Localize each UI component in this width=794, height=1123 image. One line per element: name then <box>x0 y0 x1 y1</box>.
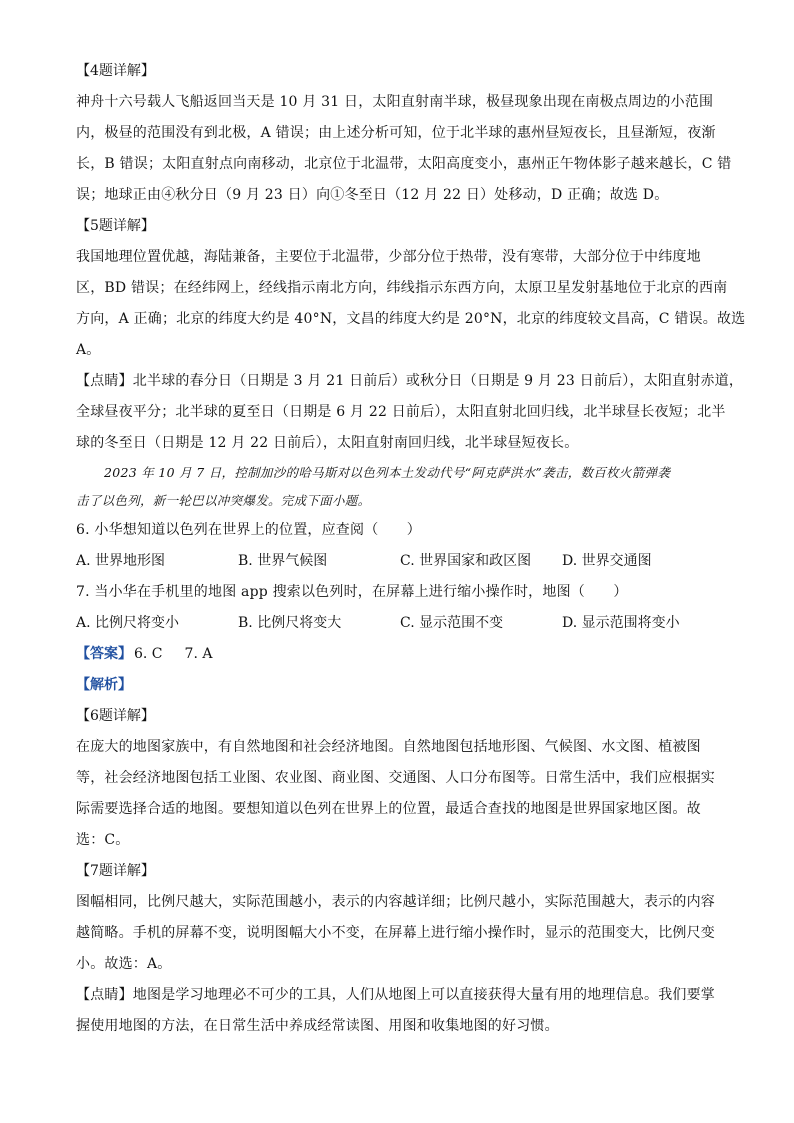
question-6-option-c: C. 世界国家和政区图 <box>400 553 532 569</box>
section-6-heading: 【6题详解】 <box>76 708 155 724</box>
note-1-line: 【点睛】北半球的春分日（日期是 3 月 21 日前后）或秋分日（日期是 9 月 23 日前后），太阳直射赤道， <box>76 373 744 389</box>
answer-7: 7. A <box>184 646 213 662</box>
question-7-options <box>76 608 736 639</box>
section-7-line: 越简略。手机的屏幕不变，说明图幅大小不变，在屏幕上进行缩小操作时，显示的范围变大，比例尺变 <box>76 925 715 941</box>
section-5-line: 区，BD 错误；在经纬网上，经线指示南北方向，纬线指示东西方向，太原卫星发射基地位于北京的西南 <box>76 280 728 296</box>
section-5-line: A。 <box>76 342 101 358</box>
answer-row <box>76 639 736 670</box>
section-6-line: 际需要选择合适的地图。要想知道以色列在世界上的位置，最适合查找的地图是世界国家地区图。故 <box>76 801 701 817</box>
question-6-option-a: A. 世界地形图 <box>76 553 166 569</box>
question-6-stem: 6. 小华想知道以色列在世界上的位置，应查阅（ ） <box>76 522 422 538</box>
section-6-line: 在庞大的地图家族中，有自然地图和社会经济地图。自然地图包括地形图、气候图、水文图、植被图 <box>76 739 701 755</box>
question-6-options <box>76 546 736 577</box>
material-intro-line: 2023 年 10 月 7 日，控制加沙的哈马斯对以色列本土发动代号“阿克萨洪水”袭击，数百枚火箭弹袭 <box>104 465 671 480</box>
question-7-option-a: A. 比例尺将变小 <box>76 615 180 631</box>
note-2-line: 【点睛】地图是学习地理必不可少的工具，人们从地图上可以直接获得大量有用的地理信息。我们要掌 <box>76 987 715 1003</box>
section-4-line: 内，极昼的范围没有到北极，A 错误；由上述分析可知，位于北半球的惠州昼短夜长，且昼渐短，夜渐 <box>76 125 716 141</box>
question-7-option-b: B. 比例尺将变大 <box>238 615 342 631</box>
analysis-label: 【解析】 <box>76 677 132 693</box>
section-4-line: 长，B 错误；太阳直射点向南移动，北京位于北温带，太阳高度变小，惠州正午物体影子越来越长，C 错 <box>76 156 732 172</box>
section-6-line: 选：C。 <box>76 832 130 848</box>
question-7-stem: 7. 当小华在手机里的地图 app 搜索以色列时，在屏幕上进行缩小操作时，地图（ ） <box>76 584 628 600</box>
section-6-line: 等，社会经济地图包括工业图、农业图、商业图、交通图、人口分布图等。日常生活中，我们应根据实 <box>76 770 715 786</box>
section-4-heading: 【4题详解】 <box>76 63 155 79</box>
note-1-line: 球的冬至日（日期是 12 月 22 日前后），太阳直射南回归线，北半球昼短夜长。 <box>76 435 579 451</box>
section-4-line: 神舟十六号载人飞船返回当天是 10 月 31 日，太阳直射南半球，极昼现象出现在南极点周边的小范围 <box>76 94 714 110</box>
section-7-heading: 【7题详解】 <box>76 863 155 879</box>
answer-label: 【答案】 <box>76 646 132 662</box>
question-7-option-d: D. 显示范围将变小 <box>562 615 680 631</box>
section-7-line: 图幅相同，比例尺越大，实际范围越小，表示的内容越详细；比例尺越小，实际范围越大，表示的内容 <box>76 894 715 910</box>
section-5-line: 我国地理位置优越，海陆兼备，主要位于北温带，少部分位于热带，没有寒带，大部分位于中纬度地 <box>76 249 701 265</box>
note-2-line: 握使用地图的方法，在日常生活中养成经常读图、用图和收集地图的好习惯。 <box>76 1018 559 1034</box>
section-5-heading: 【5题详解】 <box>76 218 155 234</box>
page-content <box>76 56 746 1042</box>
analysis-row <box>76 670 736 701</box>
section-5-line: 方向，A 正确；北京的纬度大约是 40°N，文昌的纬度大约是 20°N，北京的纬度较文昌高，C 错误。故选 <box>76 311 746 327</box>
section-7-line: 小。故选：A。 <box>76 956 172 972</box>
note-1-line: 全球昼夜平分；北半球的夏至日（日期是 6 月 22 日前后），太阳直射北回归线，北半球昼长夜短；北半 <box>76 404 726 420</box>
answer-6: 6. C <box>134 646 163 662</box>
question-6-option-d: D. 世界交通图 <box>562 553 652 569</box>
material-intro-line: 击了以色列，新一轮巴以冲突爆发。完成下面小题。 <box>76 493 371 508</box>
question-6-option-b: B. 世界气候图 <box>238 553 328 569</box>
section-4-line: 误；地球正由④秋分日（9 月 23 日）向①冬至日（12 月 22 日）处移动，D 正确；故选 D。 <box>76 187 669 203</box>
question-7-option-c: C. 显示范围不变 <box>400 615 504 631</box>
